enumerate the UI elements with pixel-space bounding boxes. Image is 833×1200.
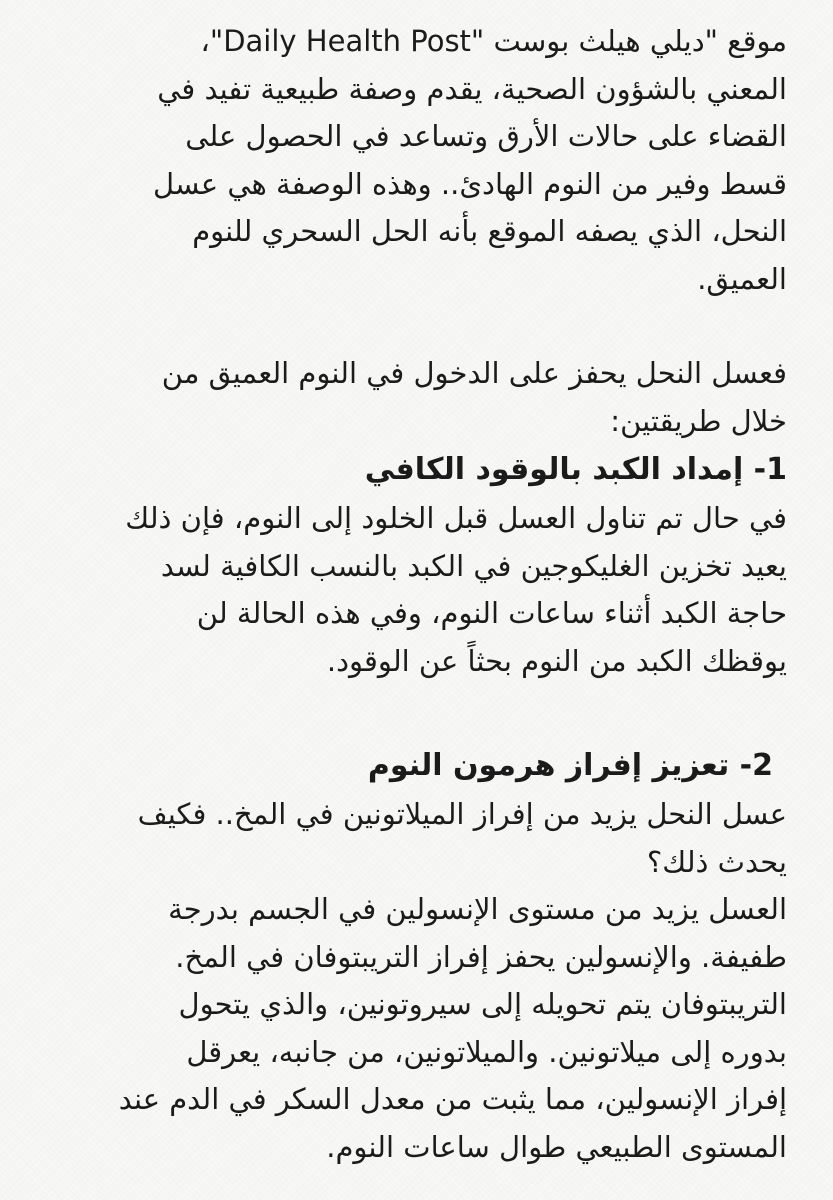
section2-line: يحدث ذلك؟ (646, 844, 787, 879)
lead-line: فعسل النحل يحفز على الدخول في النوم العميق من (161, 356, 787, 390)
section1-line: يعيد تخزين الغليكوجين في الكبد بالنسب الكافية لسد (160, 548, 787, 583)
section2-paragraph (58, 791, 787, 1171)
section1-line: يوقظك الكبد من النوم بحثاً عن الوقود. (326, 643, 787, 678)
intro-line: المعني بالشؤون الصحية، يقدم وصفة طبيعية تفيد في (157, 71, 787, 106)
blank-line (58, 685, 787, 741)
intro-line: موقع "ديلي هيلث بوست "Daily Health Post"، (200, 24, 787, 58)
intro-line: القضاء على حالات الأرق وتساعد في الحصول على (185, 119, 787, 153)
section1-line: في حال تم تناول العسل قبل الخلود إلى النوم، فإن ذلك (125, 501, 787, 535)
intro-line: العميق. (697, 261, 787, 296)
lead-line: خلال طريقتين: (610, 403, 787, 438)
section2-line: العسل يزيد من مستوى الإنسولين في الجسم بدرجة (168, 892, 787, 926)
section1-heading: 1- إمداد الكبد بالوقود الكافي (364, 452, 787, 487)
section1-line: حاجة الكبد أثناء ساعات النوم، وفي هذه الحالة لن (196, 596, 787, 630)
section2-line: بدوره إلى ميلاتونين. والميلاتونين، من جانبه، يعرقل (186, 1034, 787, 1069)
section2-heading: 2- تعزيز إفراز هرمون النوم (367, 748, 773, 783)
section2-line: التريبتوفان يتم تحويله إلى سيروتونين، والذي يتحول (178, 987, 787, 1021)
section2-line: عسل النحل يزيد من إفراز الميلاتونين في المخ.. فكيف (137, 797, 787, 831)
section2-line: المستوى الطبيعي طوال ساعات النوم. (326, 1129, 787, 1164)
section2-line: طفيفة. والإنسولين يحفز إفراز التريبتوفان في المخ. (175, 939, 787, 974)
section2-line: إفراز الإنسولين، مما يثبت من معدل السكر في الدم عند (118, 1082, 787, 1116)
lead-paragraph (58, 350, 787, 445)
blank-line (58, 303, 787, 350)
intro-line: النحل، الذي يصفه الموقع بأنه الحل السحري للنوم (192, 214, 787, 248)
section1-paragraph (58, 495, 787, 685)
intro-line: قسط وفير من النوم الهادئ.. وهذه الوصفة هي عسل (153, 166, 787, 201)
intro-paragraph (58, 18, 787, 303)
